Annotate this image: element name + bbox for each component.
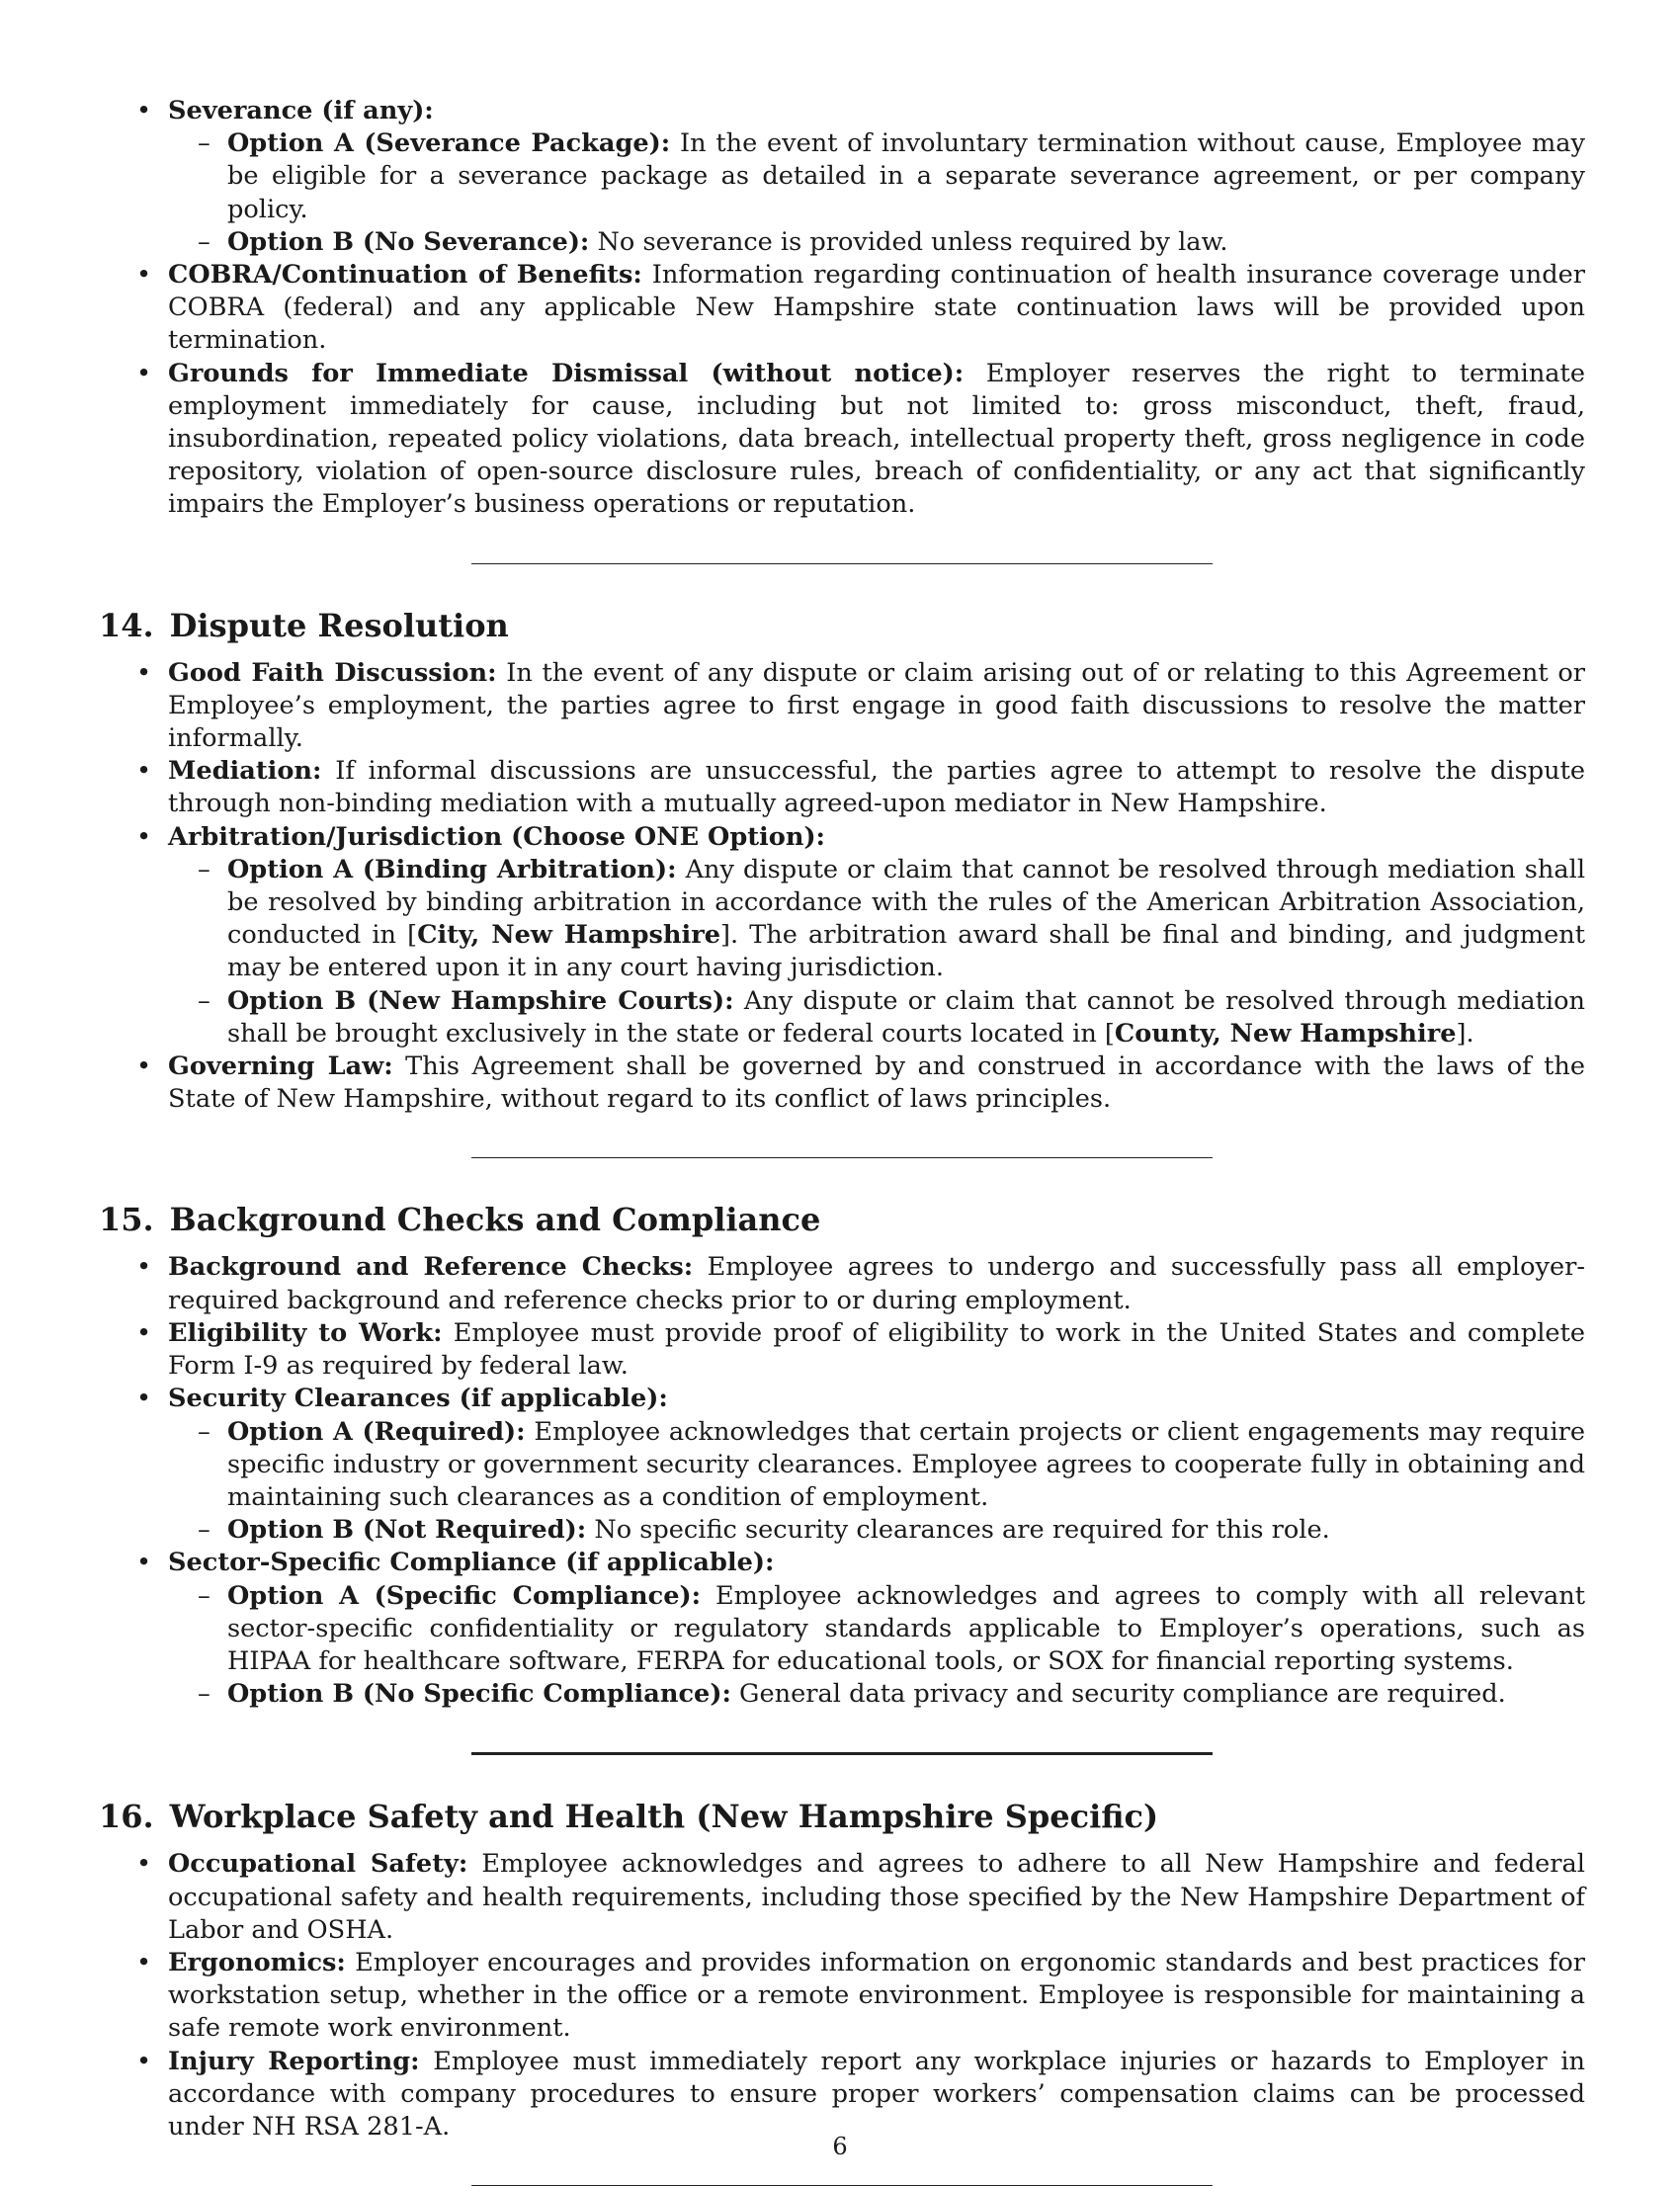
- list-item-severance: [99, 95, 1585, 259]
- list-item-arbitration: [99, 821, 1585, 1051]
- sub-item-option-a: [168, 127, 1585, 226]
- section-divider: [471, 563, 1213, 564]
- list-item-eligibility: [99, 1317, 1585, 1383]
- option-text: Any dispute or claim that cannot be resolved through mediation shall be brought exclusively in the state or federal courts located in [: [227, 985, 1585, 1049]
- item-text: Employee must immediately report any workplace injuries or hazards to Employer in accordance with company procedures to ensure proper workers’ compensation claims can be processed under NH RSA 281-A.: [168, 2046, 1585, 2142]
- sub-item-option-b: [168, 226, 1585, 259]
- sub-item-option-a: [168, 1580, 1585, 1679]
- item-text: Employee must provide proof of eligibility to work in the United States and complete Form I-9 as required by federal law.: [168, 1317, 1585, 1382]
- list-item-good-faith: [99, 657, 1585, 756]
- placeholder-county: County, New Hampshire: [1114, 1018, 1457, 1049]
- item-text: Employee acknowledges and agrees to adhere to all New Hampshire and federal occupational safety and health requirements, including those specified by the New Hampshire Department of Labor and OSHA.: [168, 1849, 1585, 1945]
- list-item-governing-law: [99, 1051, 1585, 1116]
- item-text: In the event of any dispute or claim arising out of or relating to this Agreement or Employee’s employment, the parties agree to first engage in good faith discussions to resolve the matter informally.: [168, 657, 1586, 754]
- list-item-occupational: [99, 1848, 1585, 1947]
- section-heading-16: [99, 1797, 1585, 1836]
- page-number: 6: [832, 2133, 848, 2160]
- item-label: Mediation:: [168, 756, 322, 787]
- section-divider: [471, 1157, 1213, 1158]
- option-label: Option A (Severance Package):: [227, 128, 671, 159]
- placeholder-city: City, New Hampshire: [417, 920, 721, 951]
- item-label: Ergonomics:: [168, 1947, 346, 1977]
- option-text: Any dispute or claim that cannot be resolved through mediation shall be resolved by binding arbitration in accordance with the rules of the American Arbitration Association, conducted in [: [227, 854, 1586, 951]
- security-options: [168, 1416, 1585, 1548]
- option-text: No specific security clearances are required for this role.: [594, 1515, 1330, 1546]
- section-title: Background Checks and Compliance: [169, 1201, 821, 1239]
- sub-item-option-a: [168, 854, 1585, 985]
- option-label: Option B (No Severance):: [227, 226, 590, 257]
- option-label: Option B (No Specific Compliance):: [227, 1679, 731, 1710]
- item-text: Employer encourages and provides information on ergonomic standards and best practices for workstation setup, whether in the office or a remote environment. Employee is responsible for maintaining a safe remote work environment.: [168, 1947, 1585, 2044]
- option-label: Option A (Required):: [227, 1416, 526, 1447]
- section-title: Dispute Resolution: [169, 606, 509, 644]
- item-label: COBRA/Continuation of Benefits:: [168, 260, 642, 291]
- list-item-sector: [99, 1547, 1585, 1711]
- section-number: 15.: [99, 1201, 154, 1239]
- option-label: Option A (Binding Arbitration):: [227, 854, 677, 884]
- option-label: Option B (New Hampshire Courts):: [227, 985, 734, 1016]
- item-text: If informal discussions are unsuccessful, the parties agree to attempt to resolve the dispute through non-binding mediation with a mutually agreed-upon mediator in New Hampshire.: [168, 756, 1585, 819]
- item-label: Eligibility to Work:: [168, 1317, 443, 1348]
- item-text: This Agreement shall be governed by and construed in accordance with the laws of the State of New Hampshire, without regard to its conflict of laws principles.: [168, 1051, 1585, 1115]
- list-item-ergonomics: [99, 1947, 1585, 2046]
- termination-list: [99, 95, 1585, 522]
- item-label: Sector-Specific Compliance (if applicable):: [168, 1548, 775, 1578]
- sub-item-option-b: [168, 1678, 1585, 1711]
- option-text: Employee acknowledges that certain projects or client engagements may require specific industry or government security clearances. Employee agrees to cooperate fully in obtaining and maintaining such clearances as a condition of employment.: [227, 1416, 1586, 1512]
- section-number: 14.: [99, 606, 154, 644]
- background-checks-list: [99, 1251, 1585, 1711]
- item-label: Security Clearances (if applicable):: [168, 1384, 668, 1414]
- option-label: Option A (Specific Compliance):: [227, 1580, 702, 1611]
- sub-item-option-b: [168, 1514, 1585, 1547]
- option-label: Option B (Not Required):: [227, 1515, 587, 1546]
- section-heading-14: [99, 606, 1585, 645]
- section-divider: [471, 1752, 1213, 1755]
- item-label: Occupational Safety:: [168, 1849, 468, 1880]
- item-label: Grounds for Immediate Dismissal (without notice):: [168, 358, 965, 388]
- list-item-security: [99, 1383, 1585, 1547]
- document-page: [99, 95, 1585, 2186]
- option-text: Employee acknowledges and agrees to comply with all relevant sector-specific confidentiality or regulatory standards applicable to Employer’s operations, such as HIPAA for healthcare software, FERPA for educational tools, or SOX for financial reporting systems.: [227, 1580, 1585, 1676]
- item-label: Injury Reporting:: [168, 2046, 420, 2076]
- item-label: Severance (if any):: [168, 96, 434, 126]
- option-text-end: ]. The arbitration award shall be final and binding, and judgment may be entered upon it in any court having jurisdiction.: [227, 920, 1585, 983]
- section-title: Workplace Safety and Health (New Hampshire Specific): [169, 1798, 1159, 1836]
- arbitration-options: [168, 854, 1585, 1051]
- sector-options: [168, 1580, 1585, 1712]
- item-text: Employer reserves the right to terminate employment immediately for cause, including but not limited to: gross misconduct, theft, fraud, insubordination, repeated policy violations, data breach, intellectual property theft, gross negligence in code repository, violation of open-source disclosure rules, breach of confidentiality, or any act that significantly impairs the Employer’s business operations or reputation.: [168, 358, 1585, 520]
- section-number: 16.: [99, 1798, 154, 1836]
- item-label: Governing Law:: [168, 1051, 393, 1082]
- sub-item-option-b: [168, 985, 1585, 1051]
- item-label: Good Faith Discussion:: [168, 657, 497, 688]
- list-item-cobra: [99, 259, 1585, 358]
- option-text: In the event of involuntary termination without cause, Employee may be eligible for a severance package as detailed in a separate severance agreement, or per company policy.: [227, 128, 1586, 224]
- list-item-background: [99, 1251, 1585, 1316]
- workplace-safety-list: [99, 1848, 1585, 2144]
- item-label: Arbitration/Jurisdiction (Choose ONE Option):: [168, 821, 826, 852]
- option-text-end: ].: [1456, 1018, 1474, 1049]
- list-item-mediation: [99, 755, 1585, 820]
- option-text: General data privacy and security compliance are required.: [739, 1679, 1506, 1710]
- dispute-resolution-list: [99, 657, 1585, 1117]
- item-text: Employee agrees to undergo and successfully pass all employer-required background and reference checks prior to or during employment.: [168, 1252, 1586, 1315]
- severance-options: [168, 127, 1585, 259]
- item-label: Background and Reference Checks:: [168, 1252, 694, 1283]
- list-item-dismissal: [99, 358, 1585, 522]
- item-text: Information regarding continuation of health insurance coverage under COBRA (federal) and any applicable New Hampshire state continuation laws will be provided upon termination.: [168, 260, 1585, 356]
- option-text: No severance is provided unless required by law.: [597, 226, 1228, 257]
- section-heading-15: [99, 1200, 1585, 1239]
- sub-item-option-a: [168, 1416, 1585, 1515]
- list-item-injury: [99, 2046, 1585, 2144]
